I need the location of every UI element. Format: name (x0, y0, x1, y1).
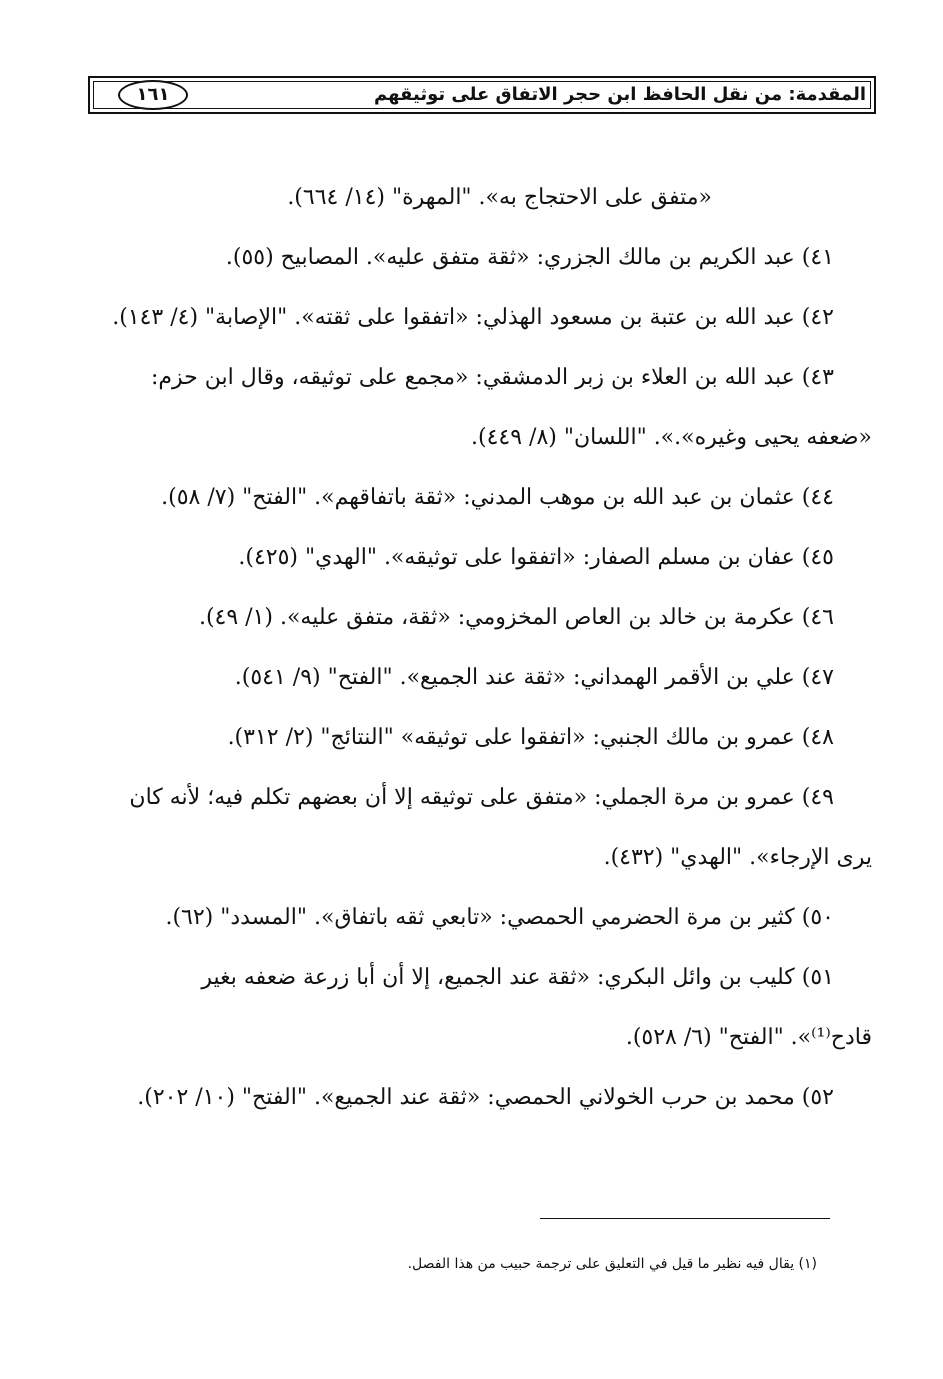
body-line: ٤٣) عبد الله بن العلاء بن زبر الدمشقي: «مجمع على توثيقه، وقال ابن حزم: (151, 365, 834, 390)
running-header-title: المقدمة: من نقل الحافظ ابن حجر الاتفاق على توثيقهم (374, 84, 866, 105)
body-line: ٤٩) عمرو بن مرة الجملي: «متفق على توثيقه إلا أن بعضهم تكلم فيه؛ لأنه كان (129, 785, 834, 810)
body-line: يرى الإرجاء». "الهدي" (٤٣٢). (603, 845, 872, 870)
body-line: ٤٧) علي بن الأقمر الهمداني: «ثقة عند الجميع». "الفتح" (٩/ ٥٤١). (234, 665, 834, 690)
body-line: ٤٤) عثمان بن عبد الله بن موهب المدني: «ثقة باتفاقهم». "الفتح" (٧/ ٥٨). (161, 485, 834, 510)
body-line: «متفق على الاحتجاج به». "المهرة" (١٤/ ٦٦٤). (287, 185, 712, 210)
body-line: ٤٨) عمرو بن مالك الجنبي: «اتفقوا على توثيقه» "النتائج" (٢/ ٣١٢). (227, 725, 834, 750)
footnote: (١) يقال فيه نظير ما قيل في التعليق على ترجمة حبيب من هذا الفصل. (407, 1256, 817, 1272)
footnote-separator (540, 1218, 830, 1219)
body-line: «ضعفه يحيى وغيره».». "اللسان" (٨/ ٤٤٩). (471, 425, 872, 450)
body-line: ٤١) عبد الكريم بن مالك الجزري: «ثقة متفق عليه». المصابيح (٥٥). (225, 245, 834, 270)
page-number-badge: ١٦١ (118, 80, 188, 110)
body-line: ٤٥) عفان بن مسلم الصفار: «اتفقوا على توثيقه». "الهدي" (٤٢٥). (238, 545, 834, 570)
body-line: ٥١) كليب بن وائل البكري: «ثقة عند الجميع، إلا أن أبا زرعة ضعفه بغير (201, 965, 834, 990)
body-line: ٥٢) محمد بن حرب الخولاني الحمصي: «ثقة عند الجميع». "الفتح" (١٠/ ٢٠٢). (137, 1085, 834, 1110)
body-line: قادح⁽¹⁾». "الفتح" (٦/ ٥٢٨). (625, 1025, 872, 1050)
body-line: ٤٦) عكرمة بن خالد بن العاص المخزومي: «ثقة، متفق عليه». (١/ ٤٩). (198, 605, 834, 630)
running-header (88, 76, 876, 114)
body-line: ٤٢) عبد الله بن عتبة بن مسعود الهذلي: «اتفقوا على ثقته». "الإصابة" (٤/ ١٤٣). (112, 305, 834, 330)
body-line: ٥٠) كثير بن مرة الحضرمي الحمصي: «تابعي ثقه باتفاق». "المسدد" (٦٢). (165, 905, 834, 930)
